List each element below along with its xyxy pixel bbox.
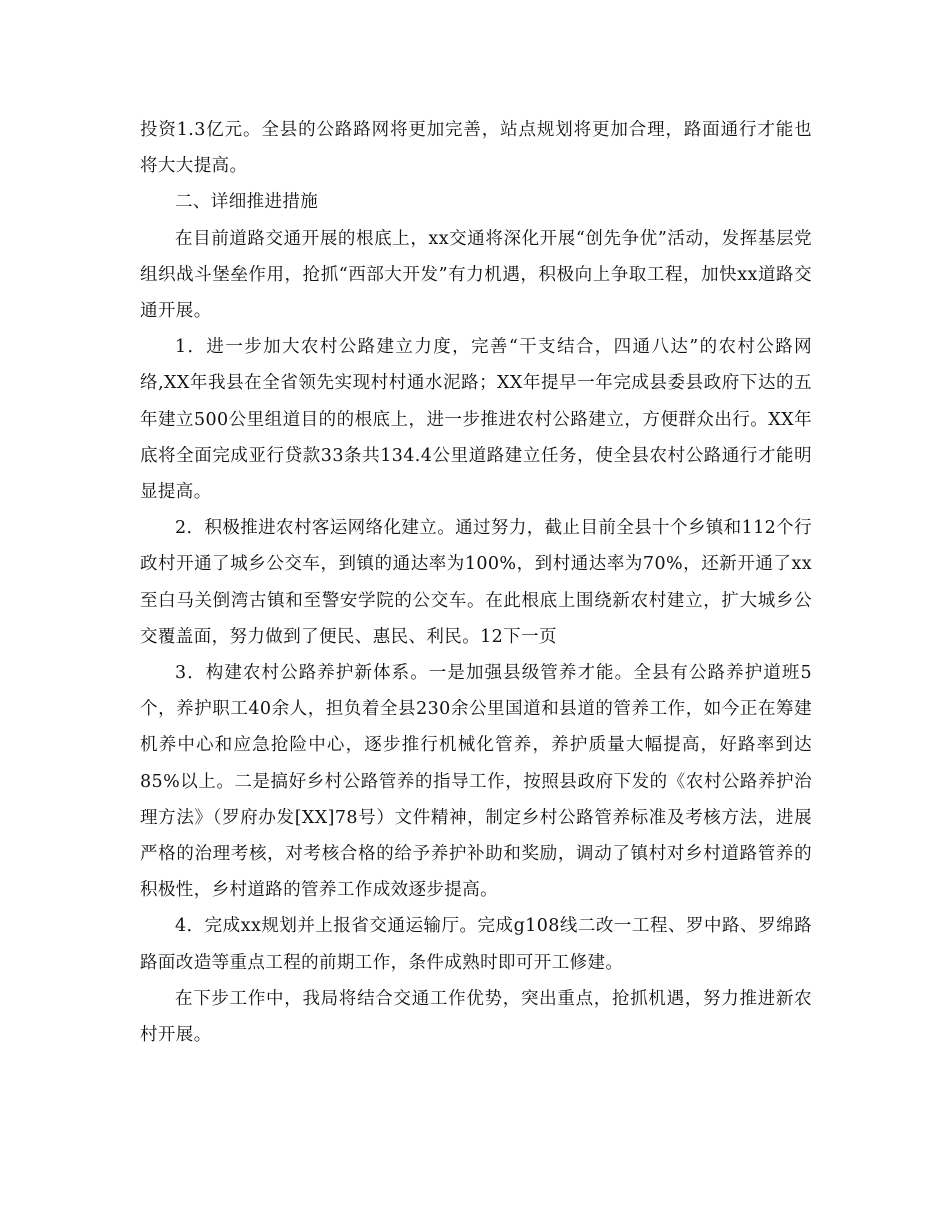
paragraph-item-4: 4．完成xx规划并上报省交通运输厅。完成g108线二改一工程、罗中路、罗绵路路面改造等重点工程的前期工作，条件成熟时即可开工修建。	[140, 916, 812, 973]
paragraph-intro: 在目前道路交通开展的根底上，xx交通将深化开展“创先争优”活动，发挥基层党组织战斗堡垒作用，抢抓“西部大开发”有力机遇，积极向上争取工程，加快xx道路交通开展。	[140, 228, 812, 322]
paragraph-continuation: 投资1.3亿元。全县的公路路网将更加完善，站点规划将更加合理，路面通行才能也将大大提高。	[140, 120, 812, 177]
paragraph-item-1: 1．进一步加大农村公路建立力度，完善“干支结合，四通八达”的农村公路网络,XX年我县在全省领先实现村村通水泥路；XX年提早一年完成县委县政府下达的五年建立500公里组道目的的根底上，进一步推进农村公路建立，方便群众出行。XX年底将全面完成亚行贷款33条共134.4公里道路建立任务，使全县农村公路通行才能明显提高。	[140, 337, 812, 503]
paragraph-item-3: 3．构建农村公路养护新体系。一是加强县级管养才能。全县有公路养护道班5个，养护职工40余人，担负着全县230余公里国道和县道的管养工作，如今正在筹建机养中心和应急抢险中心，逐步推行机械化管养，养护质量大幅提高，好路率到达85%以上。二是搞好乡村公路管养的指导工作，按照县政府下发的《农村公路养护治理方法》（罗府办发[XX]78号）文件精神，制定乡村公路管养标准及考核方法，进展严格的治理考核，对考核合格的给予养护补助和奖励，调动了镇村对乡村道路管养的积极性，乡村道路的管养工作成效逐步提高。	[140, 663, 812, 901]
paragraph-item-2: 2．积极推进农村客运网络化建立。通过努力，截止目前全县十个乡镇和112个行政村开通了城乡公交车，到镇的通达率为100%，到村通达率为70%，还新开通了xx至白马关倒湾古镇和至警安学院的公交车。在此根底上围绕新农村建立，扩大城乡公交覆盖面，努力做到了便民、惠民、利民。12下一页	[140, 518, 812, 647]
section-heading: 二、详细推进措施	[175, 192, 319, 213]
document-body	[140, 112, 812, 1053]
paragraph-conclusion: 在下步工作中，我局将结合交通工作优势，突出重点，抢抓机遇，努力推进新农村开展。	[140, 988, 812, 1046]
